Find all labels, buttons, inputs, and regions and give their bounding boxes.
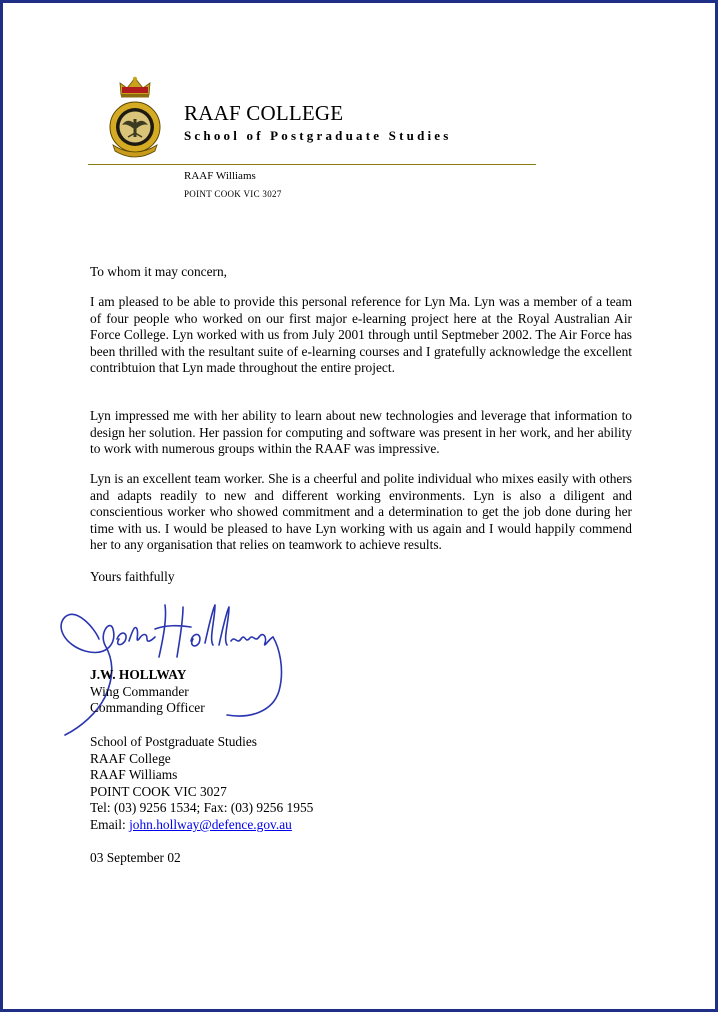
- raaf-crest-icon: [106, 75, 164, 159]
- paragraph-1: I am pleased to be able to provide this personal reference for Lyn Ma. Lyn was a member of a team of four people who worked on our first major e-learning project here at the Royal Australian Air Force College. Lyn worked with us from July 2001 through until Septmeber 2002. The Air Force has been thrilled with the resultant suite of e-learning courses and I gratefully acknowledge the excellent contribtuion that Lyn made throughout the entire project.: [90, 294, 632, 375]
- letterhead-subtitle: School of Postgraduate Studies: [184, 128, 452, 143]
- letter-date: 03 September 02: [90, 850, 181, 865]
- salutation: To whom it may concern,: [90, 264, 228, 279]
- letterhead-address-line2: POINT COOK VIC 3027: [184, 189, 282, 199]
- signatory-name: J.W. HOLLWAY: [90, 667, 187, 682]
- letterhead-title: RAAF COLLEGE: [184, 101, 344, 125]
- contact-email-line: [90, 817, 313, 834]
- contact-block: [90, 734, 313, 834]
- contact-line2: RAAF College: [90, 750, 171, 766]
- email-label: Email:: [90, 816, 130, 832]
- contact-phone-fax: Tel: (03) 9256 1534; Fax: (03) 9256 1955: [90, 800, 314, 816]
- signatory-position: Commanding Officer: [90, 700, 205, 716]
- letterhead-address-line1: RAAF Williams: [184, 170, 256, 182]
- letterhead-divider: [88, 164, 536, 165]
- contact-line4: POINT COOK VIC 3027: [90, 783, 227, 799]
- paragraph-3: Lyn is an excellent team worker. She is a cheerful and polite individual who mixes easily with others and adapts readily to new and different working environments. Lyn is also a diligent and conscientious worker who showed commitment and a determination to get the job done during her time with us. I would be pleased to have Lyn working with us again and I would happily commend her to any organisation that relies on teamwork to achieve results.: [90, 471, 632, 552]
- signatory-rank: Wing Commander: [90, 683, 189, 699]
- contact-line3: RAAF Williams: [90, 767, 178, 783]
- closing: Yours faithfully: [90, 569, 175, 584]
- email-link[interactable]: john.hollway@defence.gov.au: [129, 816, 292, 832]
- contact-line1: School of Postgraduate Studies: [90, 734, 257, 749]
- paragraph-2: Lyn impressed me with her ability to learn about new technologies and leverage that information to design her solution. Her passion for computing and software was present in her work, and her ability to work with numerous groups within the RAAF was impressive.: [90, 408, 632, 456]
- signatory-block: [90, 667, 205, 717]
